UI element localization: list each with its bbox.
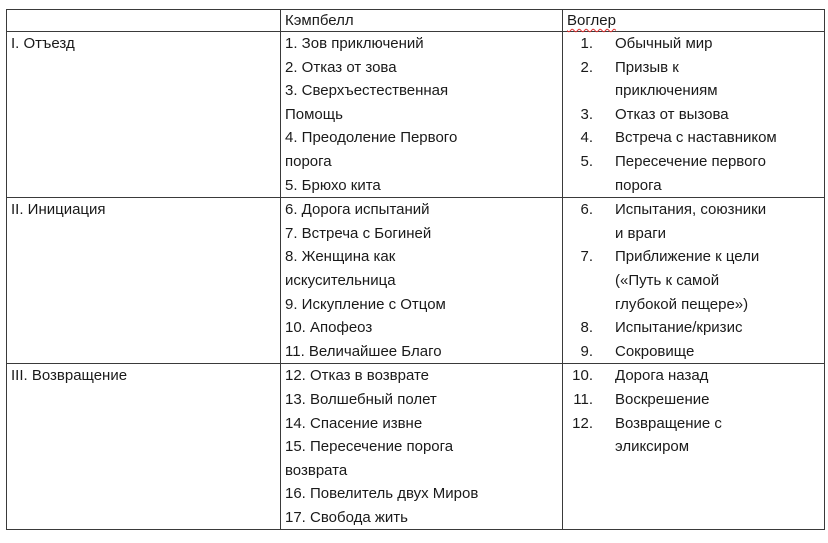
vogler-list <box>567 364 820 458</box>
header-cell-campbell <box>281 10 563 32</box>
stage-cell <box>7 32 281 198</box>
hero-journey-table <box>6 9 825 530</box>
campbell-stage-item <box>285 293 558 317</box>
vogler-stage-text: эликсиром <box>615 438 690 456</box>
campbell-stage-item <box>285 56 558 80</box>
vogler-stage-item <box>567 198 820 245</box>
campbell-stage-text: 5. Брюхо кита <box>285 176 381 194</box>
vogler-stage-item <box>567 32 820 56</box>
vogler-stage-text: Возвращение с <box>615 414 722 432</box>
vogler-list <box>567 32 820 197</box>
vogler-stage-item <box>567 388 820 412</box>
campbell-stage-text: 16. Повелитель двух Миров <box>285 485 479 503</box>
vogler-stage-number: 5. <box>580 152 593 170</box>
campbell-stage-text: 2. Отказ от зова <box>285 58 397 76</box>
vogler-stage-item <box>567 56 820 103</box>
vogler-stage-number: 6. <box>580 201 593 219</box>
header-vogler-label: Воглер <box>567 12 616 29</box>
campbell-stage-text: 17. Свобода жить <box>285 508 408 526</box>
campbell-stage-item <box>285 222 558 246</box>
vogler-stage-text: порога <box>615 176 662 194</box>
campbell-stage-text: 9. Искупление с Отцом <box>285 295 446 313</box>
vogler-stage-item <box>567 245 820 316</box>
vogler-stage-number: 2. <box>580 58 593 76</box>
table-row <box>7 198 825 364</box>
vogler-stage-text: и враги <box>615 224 667 242</box>
vogler-stage-text: Воскрешение <box>615 390 710 408</box>
vogler-stage-number: 4. <box>580 129 593 147</box>
campbell-stage-text: 1. Зов приключений <box>285 35 424 52</box>
vogler-stage-number: 1. <box>580 35 593 52</box>
campbell-stage-text: 15. Пересечение порога <box>285 438 454 456</box>
stage-cell <box>7 364 281 530</box>
vogler-stage-number: 12. <box>572 414 593 432</box>
vogler-stage-text: Обычный мир <box>615 35 713 52</box>
campbell-stage-text: 12. Отказ в возврате <box>285 367 430 385</box>
campbell-stage-text: 7. Встреча с Богиней <box>285 224 432 242</box>
vogler-stage-text: глубокой пещере») <box>615 295 749 313</box>
campbell-stage-item <box>285 174 558 198</box>
header-cell-vogler <box>563 10 825 32</box>
campbell-stage-text: 6. Дорога испытаний <box>285 201 430 219</box>
vogler-stage-text: Испытание/кризис <box>615 319 743 337</box>
campbell-stage-text: 14. Спасение извне <box>285 414 423 432</box>
vogler-stage-text: Отказ от вызова <box>615 105 729 123</box>
vogler-stage-text: приключениям <box>615 82 718 100</box>
vogler-stage-item <box>567 412 820 459</box>
header-campbell-label: Кэмпбелл <box>285 12 354 29</box>
campbell-cell <box>281 364 563 530</box>
vogler-stage-item <box>567 316 820 340</box>
vogler-stage-number: 11. <box>573 390 593 408</box>
campbell-stage-text: возврата <box>285 461 348 479</box>
vogler-stage-text: Дорога назад <box>615 367 709 385</box>
campbell-stage-item <box>285 198 558 222</box>
campbell-stage-item <box>285 340 558 364</box>
vogler-list <box>567 198 820 363</box>
table-body <box>7 10 825 530</box>
campbell-stage-text: искусительница <box>285 271 396 289</box>
vogler-stage-number: 7. <box>580 248 593 266</box>
stage-label: II. Инициация <box>11 201 106 219</box>
stage-cell <box>7 198 281 364</box>
campbell-stage-item <box>285 388 558 412</box>
vogler-cell <box>563 364 825 530</box>
campbell-cell <box>281 198 563 364</box>
campbell-stage-text: 10. Апофеоз <box>285 319 373 337</box>
vogler-stage-text: Сокровище <box>615 342 695 360</box>
campbell-stage-item <box>285 316 558 340</box>
table-row <box>7 364 825 530</box>
campbell-cell <box>281 32 563 198</box>
vogler-cell <box>563 32 825 198</box>
vogler-stage-number: 8. <box>580 319 593 337</box>
vogler-stage-item <box>567 364 820 388</box>
campbell-stage-item <box>285 32 558 56</box>
vogler-stage-item <box>567 150 820 197</box>
vogler-cell <box>563 198 825 364</box>
vogler-stage-text: Пересечение первого <box>615 152 766 170</box>
campbell-stage-text: 4. Преодоление Первого <box>285 129 458 147</box>
vogler-stage-item <box>567 340 820 364</box>
campbell-stage-text: Помощь <box>285 105 343 123</box>
campbell-stage-text: порога <box>285 152 332 170</box>
vogler-stage-text: Приближение к цели <box>615 248 760 266</box>
vogler-stage-number: 10. <box>572 367 593 385</box>
campbell-stage-item <box>285 412 558 436</box>
stage-label: I. Отъезд <box>11 35 75 52</box>
vogler-stage-number: 9. <box>580 342 593 360</box>
table-header-row <box>7 10 825 32</box>
vogler-stage-text: Встреча с наставником <box>615 129 777 147</box>
vogler-stage-item <box>567 126 820 150</box>
campbell-stage-item <box>285 364 558 388</box>
table-row <box>7 32 825 198</box>
vogler-stage-number: 3. <box>580 105 593 123</box>
campbell-stage-item <box>285 245 558 292</box>
campbell-stage-item <box>285 482 558 506</box>
campbell-stage-item <box>285 506 558 530</box>
campbell-stage-item <box>285 79 558 126</box>
stage-label: III. Возвращение <box>11 367 128 385</box>
campbell-stage-text: 11. Величайшее Благо <box>285 342 442 360</box>
vogler-stage-item <box>567 103 820 127</box>
campbell-stage-text: 3. Сверхъестественная <box>285 82 449 100</box>
header-cell-stage <box>7 10 281 32</box>
vogler-stage-text: Призыв к <box>615 58 679 76</box>
campbell-stage-item <box>285 126 558 173</box>
campbell-stage-text: 8. Женщина как <box>285 248 396 266</box>
campbell-stage-text: 13. Волшебный полет <box>285 390 437 408</box>
campbell-stage-item <box>285 435 558 482</box>
vogler-stage-text: Испытания, союзники <box>615 201 767 219</box>
vogler-stage-text: («Путь к самой <box>615 271 720 289</box>
